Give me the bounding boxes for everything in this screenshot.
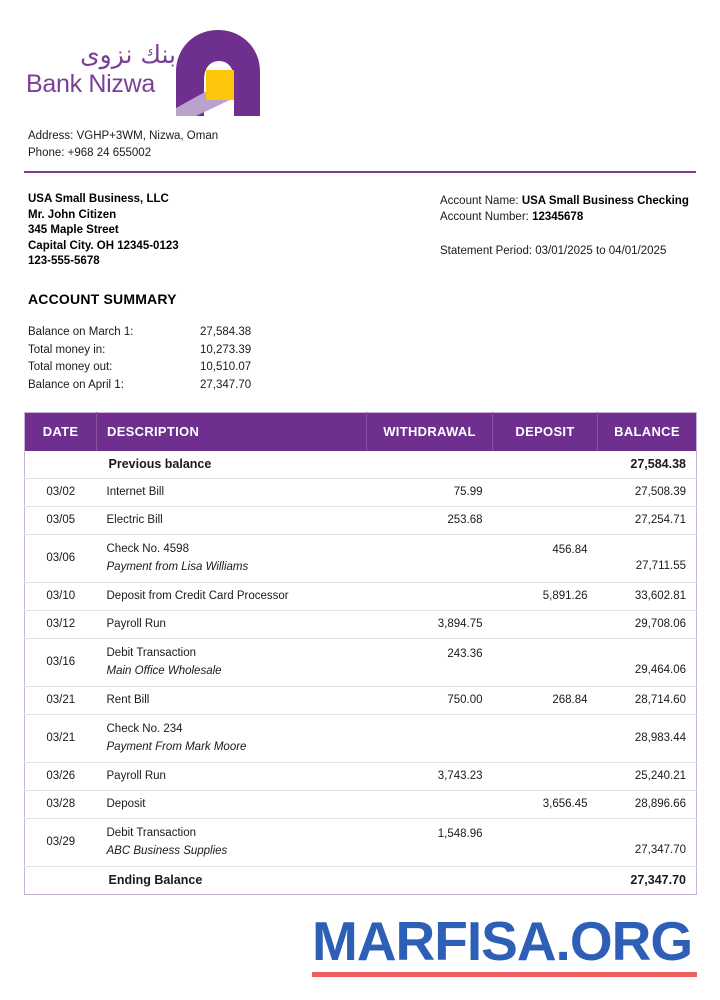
row-withdrawal: 3,743.23: [367, 763, 493, 791]
row-description-main: Debit Transaction: [106, 647, 196, 659]
account-name-label: Account Name:: [440, 195, 519, 207]
row-deposit: [493, 451, 598, 479]
row-deposit: [493, 535, 598, 583]
column-header-description: DESCRIPTION: [97, 413, 367, 451]
row-description-main: Internet Bill: [106, 486, 165, 498]
row-withdrawal: [367, 819, 493, 867]
account-name-row: [440, 193, 698, 209]
row-description: [97, 507, 367, 535]
row-withdrawal: [367, 451, 493, 479]
account-number-value: 12345678: [532, 211, 584, 223]
customer-line: Capital City. OH 12345-0123: [28, 239, 179, 252]
row-description-sub: Main Office Wholesale: [106, 665, 222, 677]
row-description: [97, 715, 367, 763]
previous-balance-row: [25, 451, 697, 479]
ending-balance-row: [25, 867, 697, 895]
summary-label: Balance on April 1:: [28, 378, 124, 391]
row-date: [25, 451, 97, 479]
summary-value: 27,584.38: [200, 326, 252, 338]
customer-address-block: [28, 192, 179, 270]
row-withdrawal: 75.99: [367, 479, 493, 507]
customer-line: USA Small Business, LLC: [28, 193, 169, 205]
row-description: [97, 611, 367, 639]
row-date: 03/29: [25, 819, 97, 867]
customer-line: 123-555-5678: [28, 255, 100, 267]
row-description-sub: Payment From Mark Moore: [106, 741, 247, 753]
ending-balance-label: Ending Balance: [97, 867, 367, 895]
account-number-row: [440, 209, 698, 225]
summary-label: Balance on March 1:: [28, 326, 134, 338]
bank-logo-text: [26, 40, 176, 99]
row-deposit-value: 456.84: [552, 544, 588, 556]
row-date: 03/06: [25, 535, 97, 583]
bank-logo: [26, 28, 266, 116]
account-number-label: Account Number:: [440, 211, 529, 223]
row-withdrawal-value: 1,548.96: [437, 828, 483, 840]
row-deposit: [493, 867, 598, 895]
row-deposit: [493, 763, 598, 791]
row-description-sub: Payment from Lisa Williams: [106, 561, 249, 573]
row-description: [97, 819, 367, 867]
row-deposit: [493, 639, 598, 687]
table-row: [25, 535, 697, 583]
bank-name-english: Bank Nizwa: [26, 70, 155, 98]
table-row: [25, 763, 697, 791]
arch-doorway-logo-icon: [174, 28, 264, 116]
row-description-main: Check No. 234: [106, 723, 183, 735]
row-date: [25, 867, 97, 895]
row-deposit: 3,656.45: [493, 791, 598, 819]
column-header-balance: BALANCE: [598, 413, 697, 451]
transactions-table: [24, 412, 697, 895]
summary-row: [28, 360, 348, 378]
row-deposit: [493, 611, 598, 639]
customer-line: 345 Maple Street: [28, 224, 119, 236]
bank-name-arabic: بنك نزوى: [80, 40, 176, 69]
row-balance: [598, 639, 697, 687]
table-row: [25, 611, 697, 639]
site-watermark: [312, 912, 702, 977]
row-description-main: Check No. 4598: [106, 543, 189, 555]
column-header-withdrawal: WITHDRAWAL: [367, 413, 493, 451]
account-info-block: [440, 193, 698, 259]
row-description-main: Deposit from Credit Card Processor: [106, 590, 289, 602]
row-withdrawal: [367, 867, 493, 895]
row-date: 03/12: [25, 611, 97, 639]
row-date: 03/21: [25, 687, 97, 715]
row-balance-value: 27,711.55: [635, 560, 686, 572]
watermark-text: MARFISA.ORG: [312, 910, 693, 972]
row-date: 03/02: [25, 479, 97, 507]
row-description-main: Electric Bill: [106, 514, 163, 526]
row-date: 03/28: [25, 791, 97, 819]
row-balance: 28,714.60: [598, 687, 697, 715]
row-description-main: Rent Bill: [106, 694, 150, 706]
summary-value: 10,273.39: [200, 343, 252, 356]
row-balance: [598, 819, 697, 867]
row-description-sub: ABC Business Supplies: [106, 845, 228, 857]
row-withdrawal: 3,894.75: [367, 611, 493, 639]
row-balance: 28,983.44: [598, 715, 697, 763]
account-summary-title: ACCOUNT SUMMARY: [28, 291, 177, 307]
row-withdrawal-value: 243.36: [447, 648, 483, 660]
row-description-main: Debit Transaction: [106, 827, 196, 839]
row-description: [97, 687, 367, 715]
row-deposit: [493, 479, 598, 507]
table-row: [25, 639, 697, 687]
account-name-value: USA Small Business Checking: [521, 195, 689, 207]
summary-label: Total money out:: [28, 361, 113, 373]
account-summary-table: [28, 325, 348, 395]
transactions-header-row: [25, 413, 697, 451]
row-balance: 25,240.21: [598, 763, 697, 791]
row-deposit: 5,891.26: [493, 583, 598, 611]
table-row: [25, 687, 697, 715]
row-balance: 28,896.66: [598, 791, 697, 819]
row-deposit: 268.84: [493, 687, 598, 715]
row-withdrawal: [367, 535, 493, 583]
column-header-deposit: DEPOSIT: [493, 413, 598, 451]
watermark-underline: [312, 972, 697, 977]
row-balance: 27,508.39: [598, 479, 697, 507]
previous-balance-label: Previous balance: [108, 456, 212, 471]
summary-label: Total money in:: [28, 343, 106, 356]
row-balance: [598, 535, 697, 583]
summary-row: [28, 378, 348, 396]
header-divider: [24, 171, 696, 173]
row-description: [97, 535, 367, 583]
summary-row: [28, 343, 348, 361]
row-description-main: Payroll Run: [106, 770, 166, 782]
row-withdrawal: 253.68: [367, 507, 493, 535]
row-withdrawal: [367, 583, 493, 611]
row-description: [97, 583, 367, 611]
statement-period: Statement Period: 03/01/2025 to 04/01/2025: [440, 245, 667, 257]
bank-phone-line: Phone: +968 24 655002: [28, 146, 152, 159]
previous-balance-value: 27,584.38: [630, 456, 686, 471]
row-description: [97, 763, 367, 791]
row-deposit: [493, 507, 598, 535]
row-withdrawal: [367, 715, 493, 763]
bank-address-line: Address: VGHP+3WM, Nizwa, Oman: [28, 130, 219, 142]
row-description: [97, 479, 367, 507]
row-date: 03/26: [25, 763, 97, 791]
column-header-date: DATE: [25, 413, 97, 451]
summary-row: [28, 325, 348, 343]
table-row: [25, 715, 697, 763]
summary-value: 10,510.07: [200, 361, 252, 373]
table-row: [25, 583, 697, 611]
row-date: 03/05: [25, 507, 97, 535]
table-row: [25, 507, 697, 535]
row-date: 03/10: [25, 583, 97, 611]
row-deposit: [493, 819, 598, 867]
row-balance-value: 27,347.70: [634, 844, 686, 856]
row-balance: 29,708.06: [598, 611, 697, 639]
row-description-main: Deposit: [106, 798, 146, 810]
table-row: [25, 479, 697, 507]
row-balance: 27,254.71: [598, 507, 697, 535]
statement-header: [26, 28, 694, 116]
customer-line: Mr. John Citizen: [28, 208, 117, 221]
row-withdrawal: 750.00: [367, 687, 493, 715]
row-withdrawal: [367, 639, 493, 687]
row-withdrawal: [367, 791, 493, 819]
row-date: 03/21: [25, 715, 97, 763]
table-row: [25, 819, 697, 867]
ending-balance-value: 27,347.70: [598, 867, 697, 895]
table-row: [25, 791, 697, 819]
row-description-main: Payroll Run: [106, 618, 166, 630]
row-balance: 33,602.81: [598, 583, 697, 611]
row-description: [97, 791, 367, 819]
bank-address-block: [28, 128, 218, 161]
row-date: 03/16: [25, 639, 97, 687]
row-description: [97, 639, 367, 687]
summary-value: 27,347.70: [200, 378, 252, 391]
row-balance-value: 29,464.06: [634, 664, 686, 676]
row-deposit: [493, 715, 598, 763]
